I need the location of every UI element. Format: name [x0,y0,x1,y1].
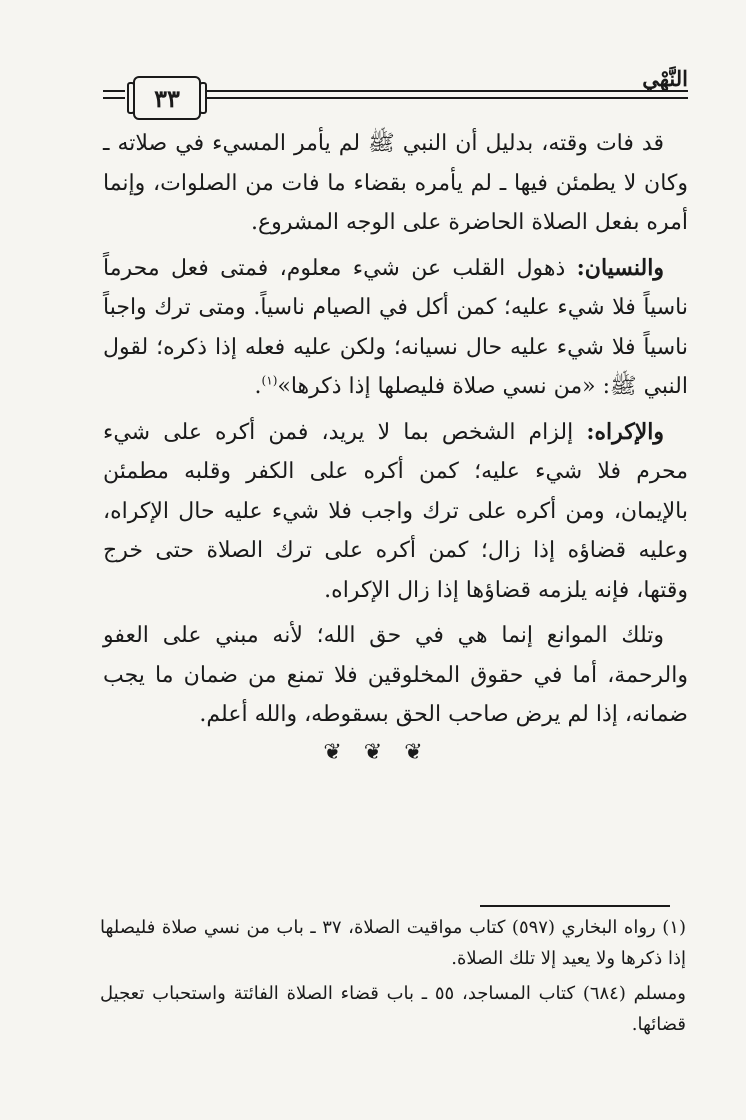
paragraph-2-end: . [254,374,262,399]
term-forgetfulness: والنسيان: [576,254,664,281]
paragraph-1: قد فات وقته، بدليل أن النبي ﷺ لم يأمر المسيء في صلاته ـ وكان لا يطمئن فيها ـ لم يأمره بقضاء ما فات من الصلوات، وإنما أمره بفعل الصلاة الحاضرة على الوجه المشروع. [103,131,688,235]
paragraph-3-text: إلزام الشخص بما لا يريد، فمن أكره على شيء محرم فلا شيء عليه؛ كمن أكره على الكفر وقلبه مطمئن بالإيمان، ومن أكره على ترك واجب فلا شيء عليه حال الإكراه، وعليه قضاؤه إذا زال؛ كمن أكره على ترك الصلاة حتى خرج وقتها، فإنه يلزمه قضاؤها إذا زال الإكراه. [103,419,688,603]
footnote-1: (١) رواه البخاري (٥٩٧) كتاب مواقيت الصلاة، ٣٧ ـ باب من نسي صلاة فليصلها إذا ذكرها ولا يعيد إلا تلك الصلاة. [100,917,686,969]
page-number-frame [133,76,201,120]
footnote-ref-1[interactable]: (١) [261,373,278,388]
page-number: ٣٣ [154,83,180,113]
ornament-dot-icon: ❦ [363,740,383,765]
header-rule-right-top [205,90,688,92]
term-coercion: والإكراه: [586,418,664,445]
paragraph-4: وتلك الموانع إنما هي في حق الله؛ لأنه مبني على العفو والرحمة، أما في حقوق المخلوقين فلا تمنع من ضمان ما يجب ضمانه، إذا لم يرض صاحب الحق بسقوطه، والله أعلم. [103,623,688,727]
footnote-separator [480,905,670,907]
main-text [103,124,688,735]
header-rule-left-bottom [103,97,125,99]
paragraph-2-text: ذهول القلب عن شيء معلوم، فمتى فعل محرماً ناسياً فلا شيء عليه؛ كمن أكل في الصيام ناسياً. ومتى ترك واجباً ناسياً فلا شيء عليه حال نسيانه؛ ولكن عليه فعله إذا ذكره؛ لقول النبي ﷺ: «من نسي صلاة فليصلها إذا ذكرها» [103,255,688,399]
paragraph-3 [103,413,688,611]
section-divider [0,740,746,765]
running-header-title: النَّهْي [642,66,688,91]
ornament-dot-icon: ❦ [323,740,342,765]
paragraph-2 [103,249,688,407]
footnotes [100,912,686,1040]
header-rule-left-top [103,90,125,92]
ornament-dot-icon: ❦ [404,740,423,765]
header-rule-right-bottom [205,97,688,99]
footnote-1-continuation: ومسلم (٦٨٤) كتاب المساجد، ٥٥ ـ باب قضاء الصلاة الفائتة واستحباب تعجيل قضائها. [100,983,686,1035]
